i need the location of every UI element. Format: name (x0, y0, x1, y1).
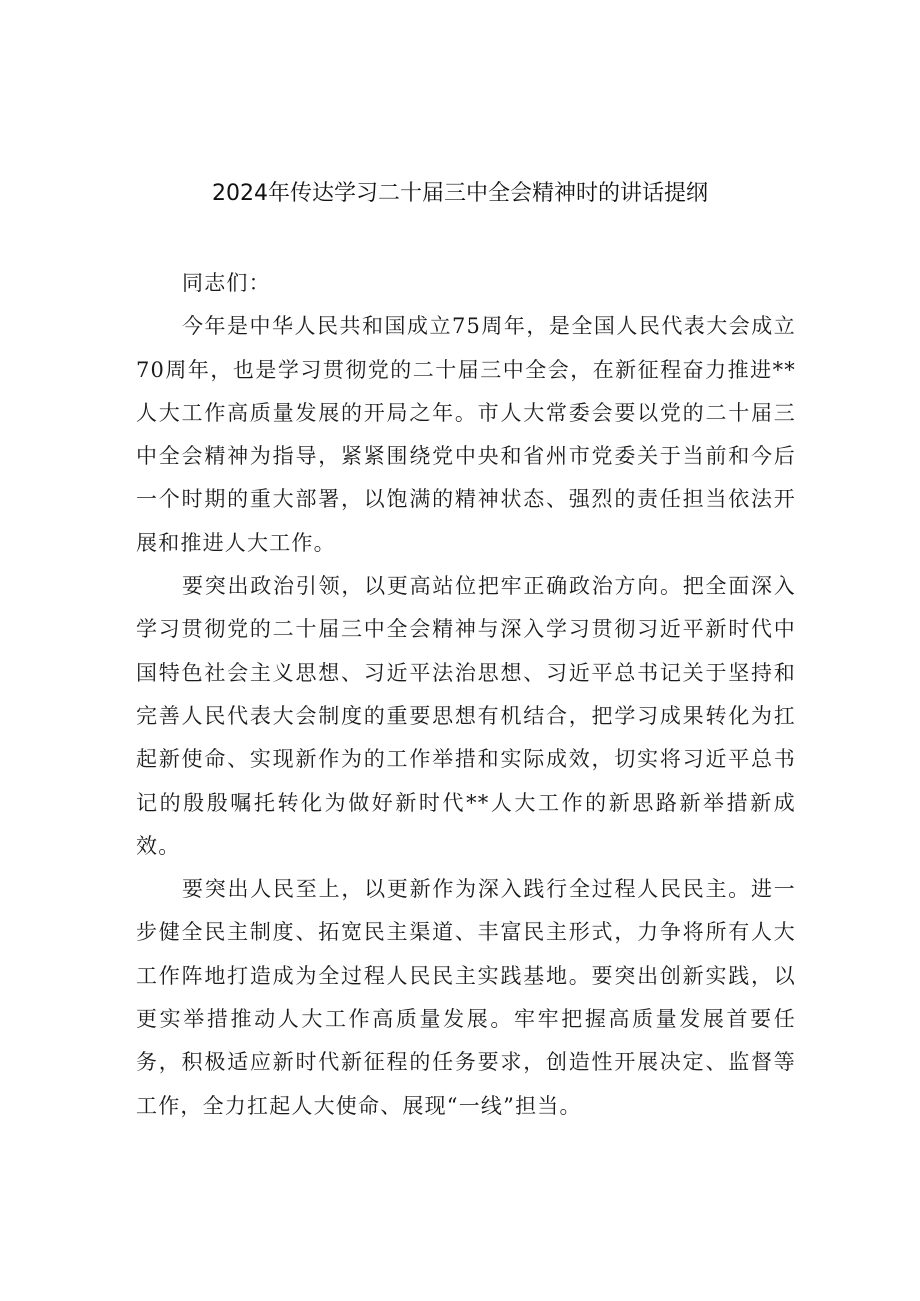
paragraph-1: 今年是中华人民共和国成立75周年，是全国人民代表大会成立70周年，也是学习贯彻党的二十届三中全会，在新征程奋力推进**人大工作高质量发展的开局之年。市人大常委会要以党的二十届三中全会精神为指导，紧紧围绕党中央和省州市党委关于当前和今后一个时期的重大部署，以饱满的精神状态、强烈的责任担当依法开展和推进人大工作。 (136, 314, 796, 555)
salutation: 同志们： (182, 271, 271, 295)
paragraph-3: 要突出人民至上，以更新作为深入践行全过程人民民主。进一步健全民主制度、拓宽民主渠道、丰富民主形式，力争将所有人大工作阵地打造成为全过程人民民主实践基地。要突出创新实践，以更实举措推动人大工作高质量发展。牢牢把握高质量发展首要任务，积极适应新时代新征程的任务要求，创造性开展决定、监督等工作，全力扛起人大使命、展现“一线”担当。 (136, 877, 796, 1118)
document-body (136, 262, 796, 1128)
document-title: 2024年传达学习二十届三中全会精神时的讲话提纲 (212, 181, 708, 206)
paragraph-2: 要突出政治引领，以更高站位把牢正确政治方向。把全面深入学习贯彻党的二十届三中全会精神与深入学习贯彻习近平新时代中国特色社会主义思想、习近平法治思想、习近平总书记关于坚持和完善人民代表大会制度的重要思想有机结合，把学习成果转化为扛起新使命、实现新作为的工作举措和实际成效，切实将习近平总书记的殷殷嘱托转化为做好新时代**人大工作的新思路新举措新成效。 (136, 574, 796, 858)
